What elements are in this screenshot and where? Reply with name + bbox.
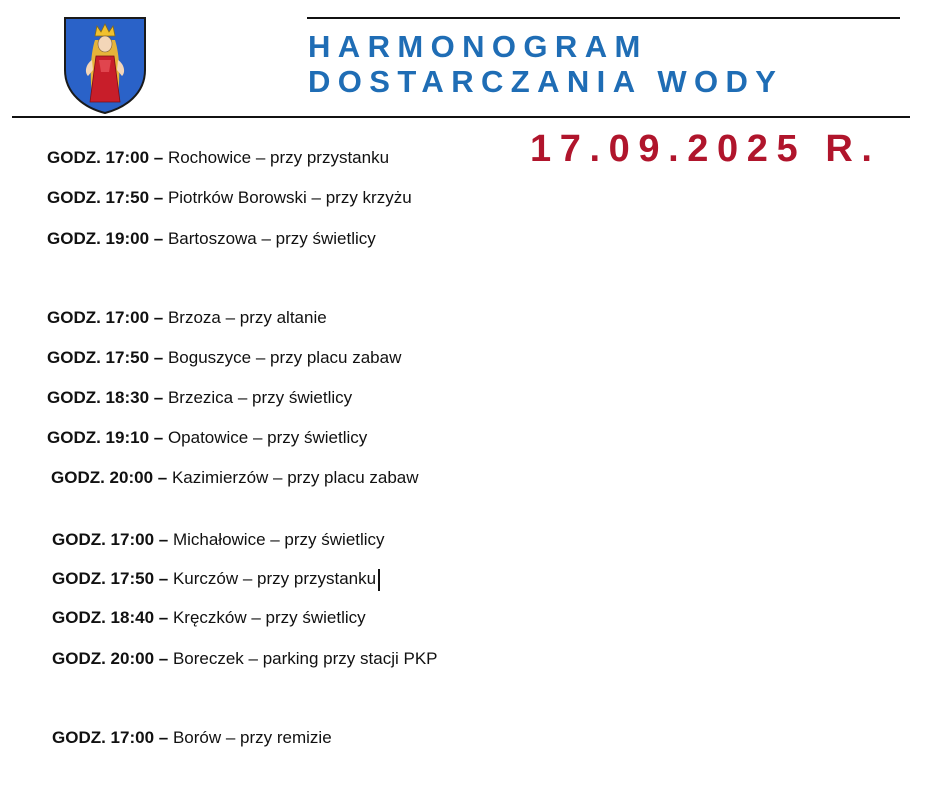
- schedule-place: Boguszyce – przy placu zabaw: [163, 348, 402, 367]
- schedule-place: Opatowice – przy świetlicy: [163, 428, 368, 447]
- schedule-time: GODZ. 17:50 –: [47, 348, 164, 367]
- schedule-place: Michałowice – przy świetlicy: [168, 530, 385, 549]
- schedule-time: GODZ. 18:30 –: [47, 388, 164, 407]
- schedule-time: GODZ. 19:10 –: [47, 428, 164, 447]
- schedule-date: 17.09.2025 R.: [530, 128, 881, 170]
- schedule-place: Kurczów – przy przystanku: [168, 569, 377, 588]
- schedule-item: [47, 386, 352, 410]
- header-rule-bottom: [12, 116, 910, 118]
- schedule-time: GODZ. 17:50 –: [52, 569, 169, 588]
- title-line-1: HARMONOGRAM: [308, 29, 648, 64]
- schedule-time: GODZ. 18:40 –: [52, 608, 169, 627]
- schedule-place: Piotrków Borowski – przy krzyżu: [163, 188, 412, 207]
- schedule-item: [47, 306, 327, 330]
- schedule-place: Rochowice – przy przystanku: [163, 148, 390, 167]
- schedule-time: GODZ. 17:50 –: [47, 188, 164, 207]
- schedule-place: Kręczków – przy świetlicy: [168, 608, 366, 627]
- schedule-time: GODZ. 17:00 –: [47, 308, 164, 327]
- schedule-place: Borów – przy remizie: [168, 728, 332, 747]
- schedule-place: Kazimierzów – przy placu zabaw: [167, 468, 419, 487]
- page-title: [308, 29, 783, 99]
- schedule-time: GODZ. 17:00 –: [47, 148, 164, 167]
- coat-of-arms-icon: [62, 16, 148, 114]
- schedule-item: [52, 726, 332, 750]
- schedule-place: Bartoszowa – przy świetlicy: [163, 229, 376, 248]
- schedule-time: GODZ. 19:00 –: [47, 229, 164, 248]
- schedule-place: Boreczek – parking przy stacji PKP: [168, 649, 438, 668]
- schedule-time: GODZ. 20:00 –: [52, 649, 169, 668]
- schedule-item: [52, 528, 385, 552]
- schedule-item: [47, 346, 401, 370]
- schedule-item: [52, 606, 366, 630]
- schedule-place: Brzoza – przy altanie: [163, 308, 327, 327]
- schedule-item: [52, 567, 380, 591]
- schedule-time: GODZ. 20:00 –: [51, 468, 168, 487]
- schedule-place: Brzezica – przy świetlicy: [163, 388, 353, 407]
- title-line-2: DOSTARCZANIA WODY: [308, 64, 784, 99]
- schedule-item: [51, 466, 419, 490]
- text-cursor: [378, 569, 380, 591]
- schedule-item: [47, 146, 389, 170]
- schedule-item: [47, 426, 367, 450]
- schedule-time: GODZ. 17:00 –: [52, 530, 169, 549]
- header-rule-top: [307, 17, 900, 19]
- schedule-item: [47, 186, 412, 210]
- schedule-item: [52, 647, 438, 671]
- schedule-time: GODZ. 17:00 –: [52, 728, 169, 747]
- schedule-item: [47, 227, 376, 251]
